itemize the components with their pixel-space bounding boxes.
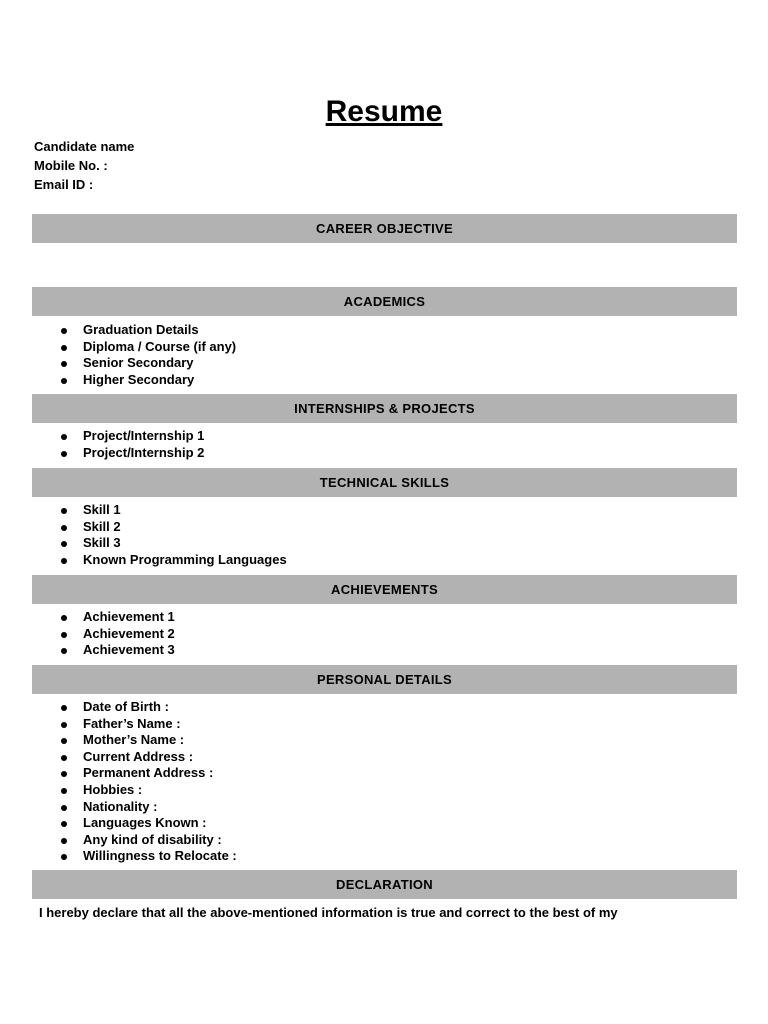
list-item: Father’s Name : — [0, 716, 237, 733]
list-item: Hobbies : — [0, 782, 237, 799]
page-title: Resume — [325, 95, 443, 128]
list-item: Any kind of disability : — [0, 832, 237, 849]
personal-details-list — [0, 699, 237, 865]
internships-list — [0, 428, 204, 461]
list-item: Skill 2 — [0, 519, 287, 536]
achievements-list — [0, 609, 175, 659]
list-item: Higher Secondary — [0, 372, 236, 389]
list-item: Achievement 1 — [0, 609, 175, 626]
list-item: Mother’s Name : — [0, 732, 237, 749]
mobile-number: Mobile No. : — [34, 158, 108, 173]
list-item: Skill 1 — [0, 502, 287, 519]
contact-block — [34, 137, 134, 194]
list-item: Languages Known : — [0, 815, 237, 832]
list-item: Achievement 2 — [0, 626, 175, 643]
candidate-name: Candidate name — [34, 139, 135, 154]
section-heading-technical-skills: TECHNICAL SKILLS — [32, 468, 737, 497]
list-item: Willingness to Relocate : — [0, 848, 237, 865]
section-heading-career-objective: CAREER OBJECTIVE — [32, 214, 737, 243]
list-item: Current Address : — [0, 749, 237, 766]
technical-skills-list — [0, 502, 287, 568]
list-item: Skill 3 — [0, 535, 287, 552]
list-item: Achievement 3 — [0, 642, 175, 659]
list-item: Graduation Details — [0, 322, 236, 339]
section-heading-declaration: DECLARATION — [32, 870, 737, 899]
section-heading-academics: ACADEMICS — [32, 287, 737, 316]
list-item: Nationality : — [0, 799, 237, 816]
list-item: Senior Secondary — [0, 355, 236, 372]
list-item: Project/Internship 1 — [0, 428, 204, 445]
email-id: Email ID : — [34, 177, 94, 192]
list-item: Known Programming Languages — [0, 552, 287, 569]
academics-list — [0, 322, 236, 388]
section-heading-internships: INTERNSHIPS & PROJECTS — [32, 394, 737, 423]
section-heading-personal-details: PERSONAL DETAILS — [32, 665, 737, 694]
list-item: Permanent Address : — [0, 765, 237, 782]
declaration-text: I hereby declare that all the above-mentioned information is true and correct to the best of my — [39, 905, 618, 920]
list-item: Project/Internship 2 — [0, 445, 204, 462]
list-item: Diploma / Course (if any) — [0, 339, 236, 356]
list-item: Date of Birth : — [0, 699, 237, 716]
section-heading-achievements: ACHIEVEMENTS — [32, 575, 737, 604]
